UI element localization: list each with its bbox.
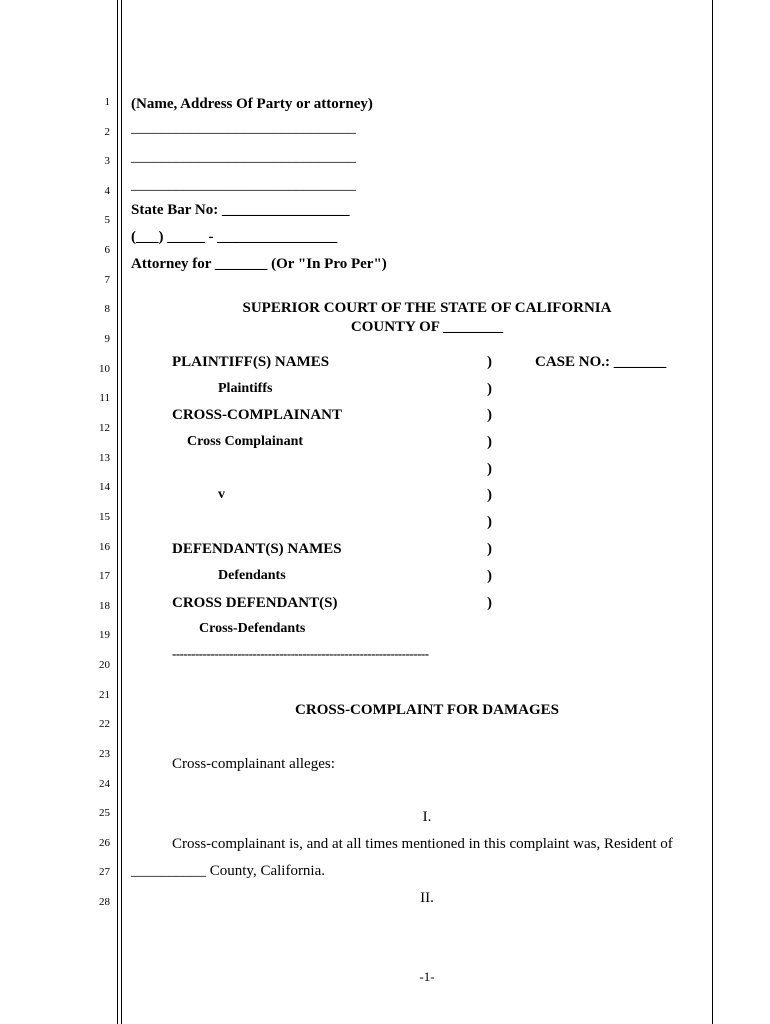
- name-address-label: (Name, Address Of Party or attorney): [131, 96, 373, 112]
- blank-line: ______________________________: [131, 149, 356, 165]
- line-number: 11: [99, 392, 110, 404]
- cross-defendants-label: Cross-Defendants: [199, 621, 306, 636]
- case-number: CASE NO.: _______: [535, 354, 667, 370]
- page-number: -1-: [419, 969, 435, 984]
- line-number: 28: [99, 896, 110, 908]
- blank-line: ______________________________: [131, 120, 356, 136]
- court-name: SUPERIOR COURT OF THE STATE OF CALIFORNIA: [242, 300, 612, 316]
- line-number: 18: [99, 600, 110, 612]
- line-number: 9: [104, 333, 110, 345]
- paragraph-1-continuation: __________ County, California.: [131, 863, 326, 879]
- caption-paren: ): [487, 487, 492, 503]
- line-number: 10: [99, 363, 110, 375]
- line-number: 2: [104, 126, 110, 138]
- line-number: 8: [104, 303, 110, 315]
- line-number: 1: [104, 96, 110, 108]
- line-number: 3: [104, 155, 110, 167]
- line-number: 23: [99, 748, 110, 760]
- right-margin-rule: [712, 0, 713, 1024]
- caption-paren: ): [487, 407, 492, 423]
- document-title: CROSS-COMPLAINT FOR DAMAGES: [295, 702, 559, 718]
- line-number: 14: [99, 481, 110, 493]
- line-number: 26: [99, 837, 110, 849]
- cross-defendants-caps: CROSS DEFENDANT(S): [172, 595, 338, 611]
- section-heading-1: I.: [422, 809, 432, 825]
- line-number: 15: [99, 511, 110, 523]
- line-number: 24: [99, 778, 110, 790]
- attorney-for: Attorney for _______ (Or "In Pro Per"): [131, 256, 387, 272]
- line-number: 13: [99, 452, 110, 464]
- caption-paren: ): [487, 381, 492, 397]
- caption-paren: ): [487, 595, 492, 611]
- court-county: COUNTY OF ________: [350, 319, 504, 335]
- left-margin-rule-outer: [117, 0, 118, 1024]
- plaintiffs-names: PLAINTIFF(S) NAMES: [172, 354, 330, 370]
- paragraph-1: Cross-complainant is, and at all times mentioned in this complaint was, Resident of: [172, 836, 673, 852]
- caption-paren: ): [487, 461, 492, 477]
- section-heading-2: II.: [420, 890, 434, 906]
- line-number: 27: [99, 866, 110, 878]
- line-number: 12: [99, 422, 110, 434]
- line-number: 22: [99, 718, 110, 730]
- state-bar-number: State Bar No: _________________: [131, 202, 350, 218]
- caption-paren: ): [487, 514, 492, 530]
- left-margin-rule-inner: [121, 0, 122, 1024]
- cross-complainant-caps: CROSS-COMPLAINANT: [172, 407, 343, 423]
- defendants-names: DEFENDANT(S) NAMES: [172, 541, 342, 557]
- line-number: 6: [104, 244, 110, 256]
- phone-number: (___) _____ - ________________: [131, 229, 338, 245]
- line-number: 20: [99, 659, 110, 671]
- line-number: 16: [99, 541, 110, 553]
- line-number: 21: [99, 689, 110, 701]
- caption-paren: ): [487, 434, 492, 450]
- caption-paren: ): [487, 541, 492, 557]
- line-number: 5: [104, 214, 110, 226]
- blank-line: ______________________________: [131, 177, 356, 193]
- caption-paren: ): [487, 354, 492, 370]
- line-number: 17: [99, 570, 110, 582]
- defendants-label: Defendants: [218, 568, 286, 583]
- caption-paren: ): [487, 568, 492, 584]
- line-number: 25: [99, 807, 110, 819]
- line-number: 4: [104, 185, 110, 197]
- plaintiffs-label: Plaintiffs: [218, 381, 273, 396]
- caption-divider: -------------------------------------------------------------------: [172, 646, 429, 661]
- line-number: 19: [99, 629, 110, 641]
- line-number: 7: [104, 274, 110, 286]
- alleges-intro: Cross-complainant alleges:: [172, 756, 335, 772]
- versus: v: [218, 487, 225, 502]
- cross-complainant-label: Cross Complainant: [187, 434, 304, 449]
